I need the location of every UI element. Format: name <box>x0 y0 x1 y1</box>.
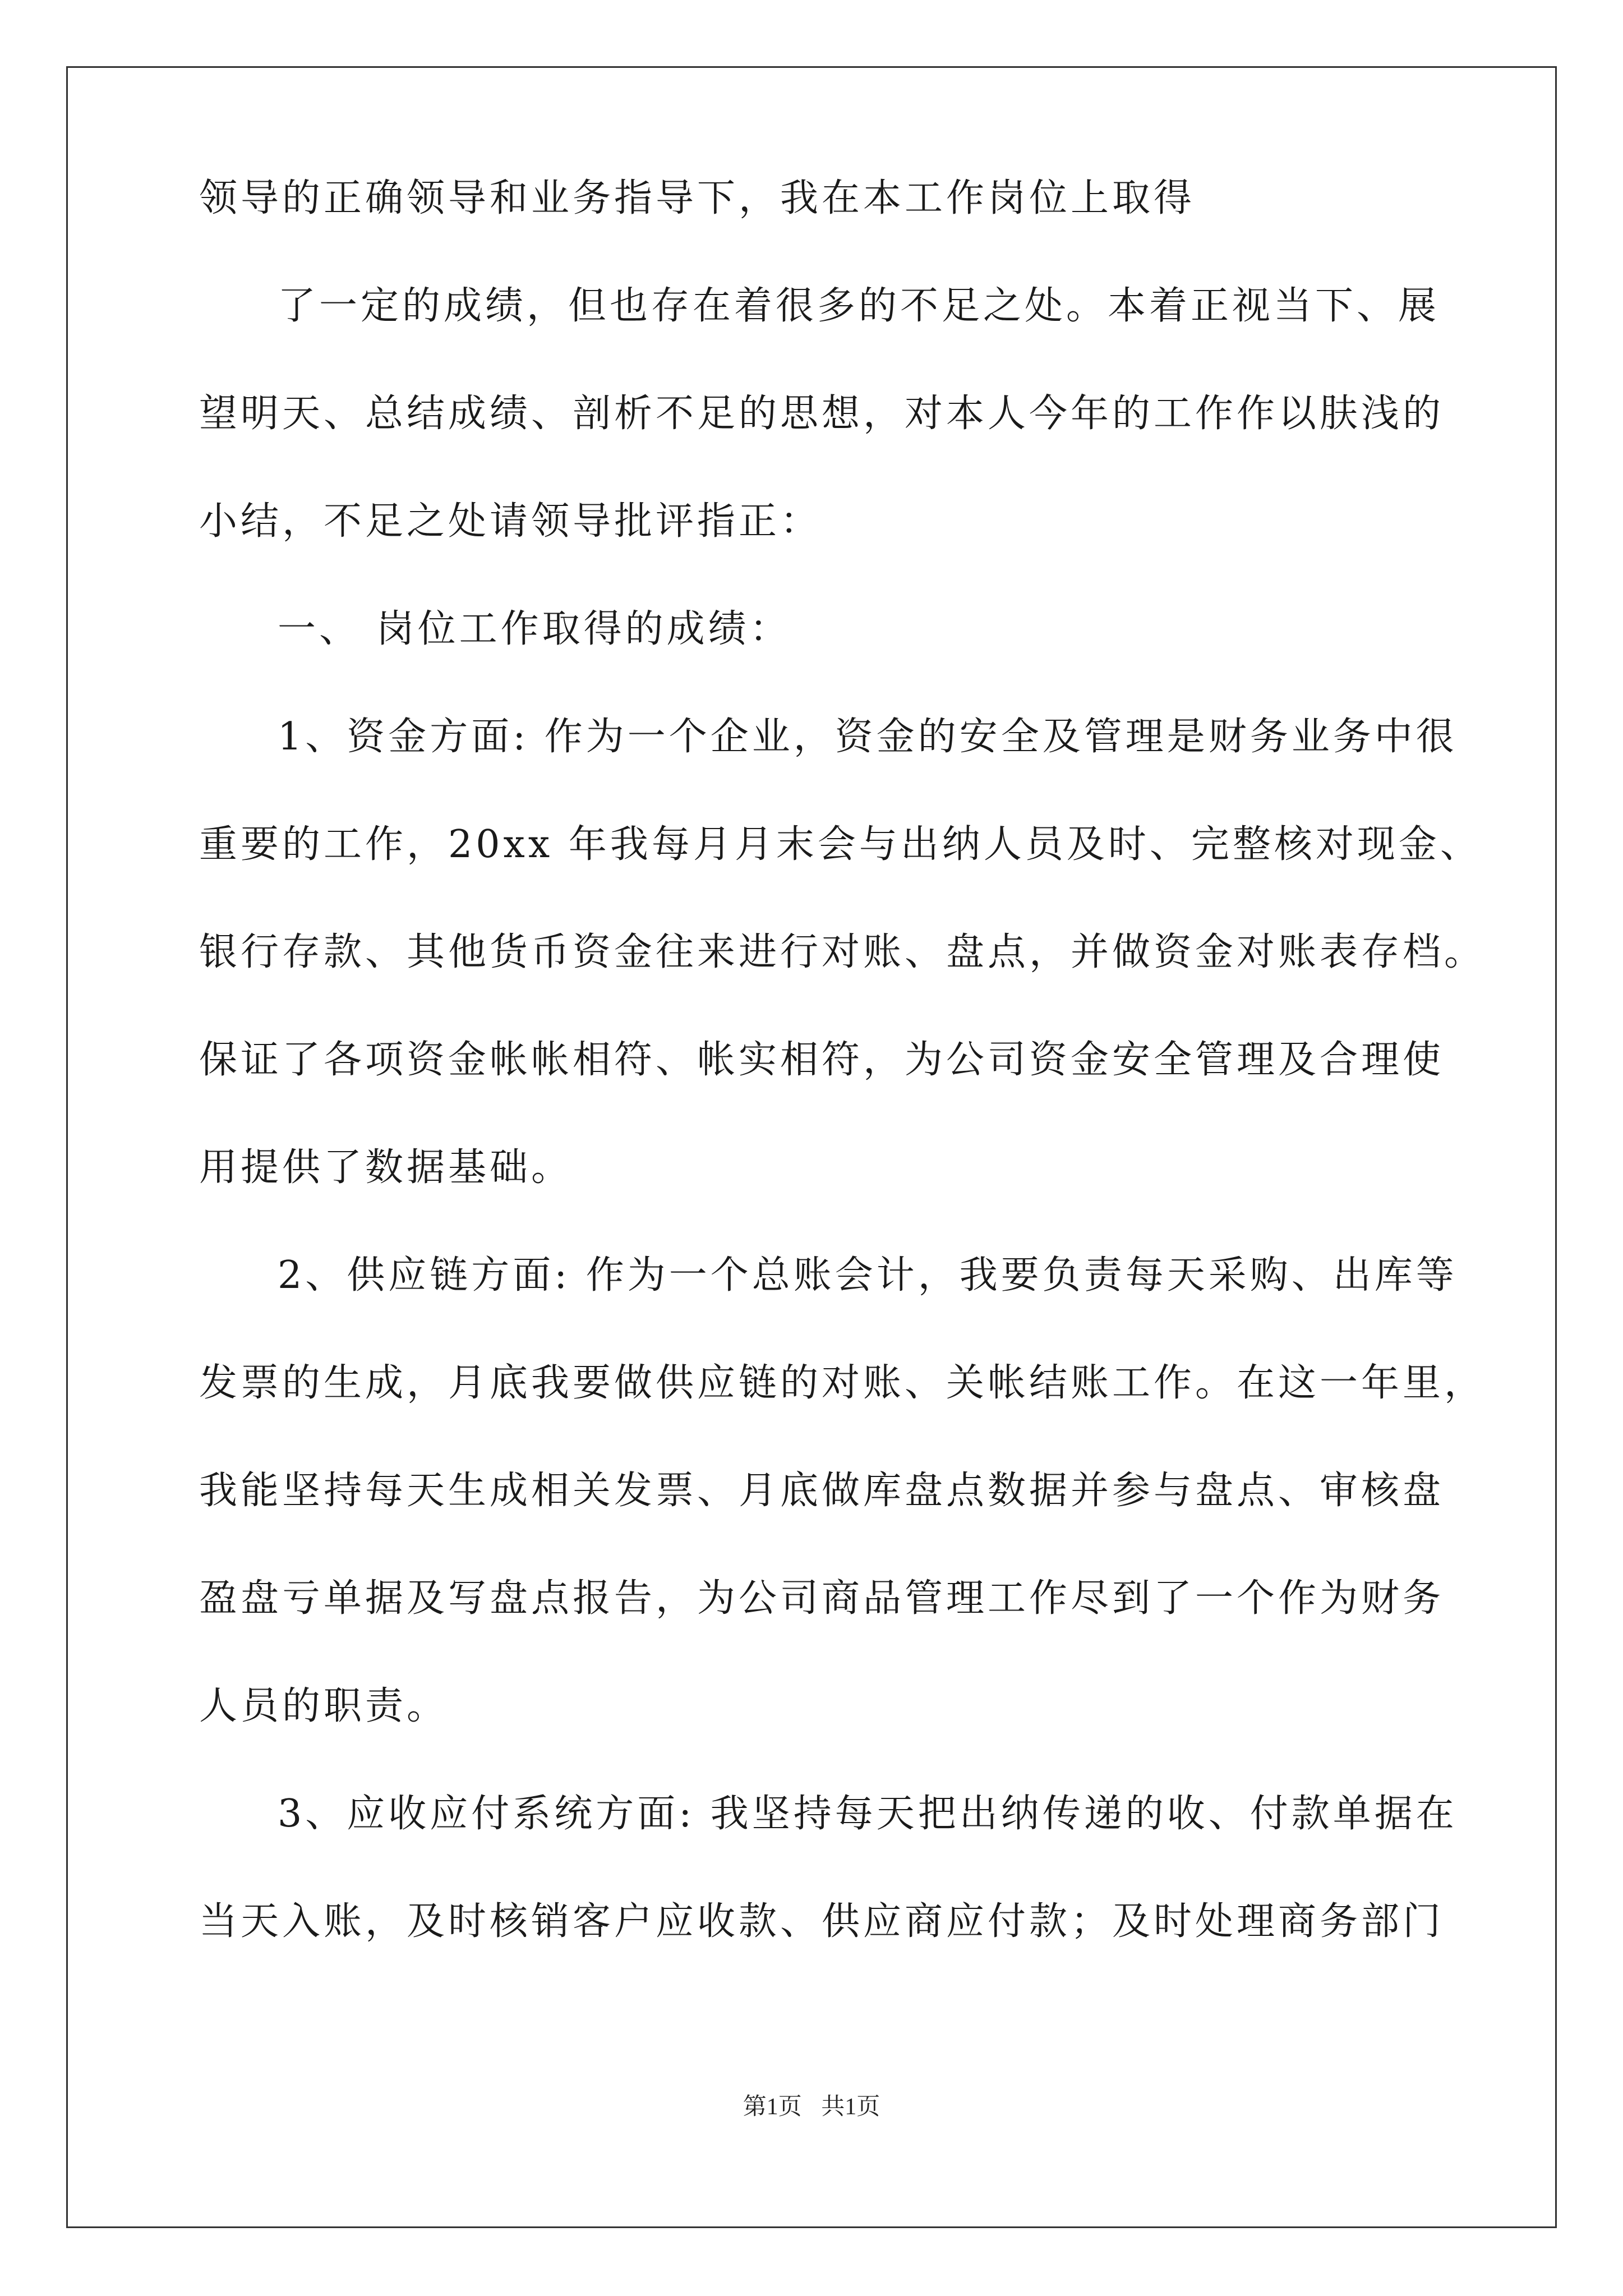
text-line: 2、供应链方面: 作为一个总账会计，我要负责每天采购、出库等 <box>278 1253 1458 1297</box>
text-line: 银行存款、其他货币资金往来进行对账、盘点，并做资金对账表存档。 <box>199 930 1486 974</box>
page-total: 共1页 <box>821 2094 880 2120</box>
text-line: 用提供了数据基础。 <box>199 1145 573 1190</box>
text-line: 人员的职责。 <box>199 1684 449 1728</box>
text-line: 盈盘亏单据及写盘点报告，为公司商品管理工作尽到了一个作为财务 <box>199 1576 1445 1621</box>
page-footer <box>0 2088 1623 2122</box>
text-line: 小结，不足之处请领导批评指正： <box>199 499 822 544</box>
text-line: 领导的正确领导和业务指导下，我在本工作岗位上取得 <box>199 176 1196 220</box>
text-line: 1、资金方面: 作为一个企业，资金的安全及管理是财务业务中很 <box>278 715 1458 759</box>
text-line: 我能坚持每天生成相关发票、月底做库盘点数据并参与盘点、审核盘 <box>199 1469 1445 1513</box>
text-line: 望明天、总结成绩、剖析不足的思想，对本人今年的工作作以肤浅的 <box>199 392 1445 436</box>
document-body <box>199 176 1486 2010</box>
section-heading: 一、 岗位工作取得的成绩： <box>278 607 791 651</box>
text-line: 3、应收应付系统方面: 我坚持每天把出纳传递的收、付款单据在 <box>278 1792 1458 1836</box>
text-line: 保证了各项资金帐帐相符、帐实相符，为公司资金安全管理及合理使 <box>199 1038 1445 1082</box>
text-line: 发票的生成，月底我要做供应链的对账、关帐结账工作。在这一年里， <box>199 1361 1486 1405</box>
text-line: 当天入账，及时核销客户应收款、供应商应付款；及时处理商务部门 <box>199 1899 1445 1944</box>
text-line: 重要的工作，20xx 年我每月月末会与出纳人员及时、完整核对现金、 <box>199 822 1482 867</box>
text-line: 了一定的成绩，但也存在着很多的不足之处。本着正视当下、展 <box>278 284 1440 328</box>
page-number: 第1页 <box>743 2094 802 2120</box>
